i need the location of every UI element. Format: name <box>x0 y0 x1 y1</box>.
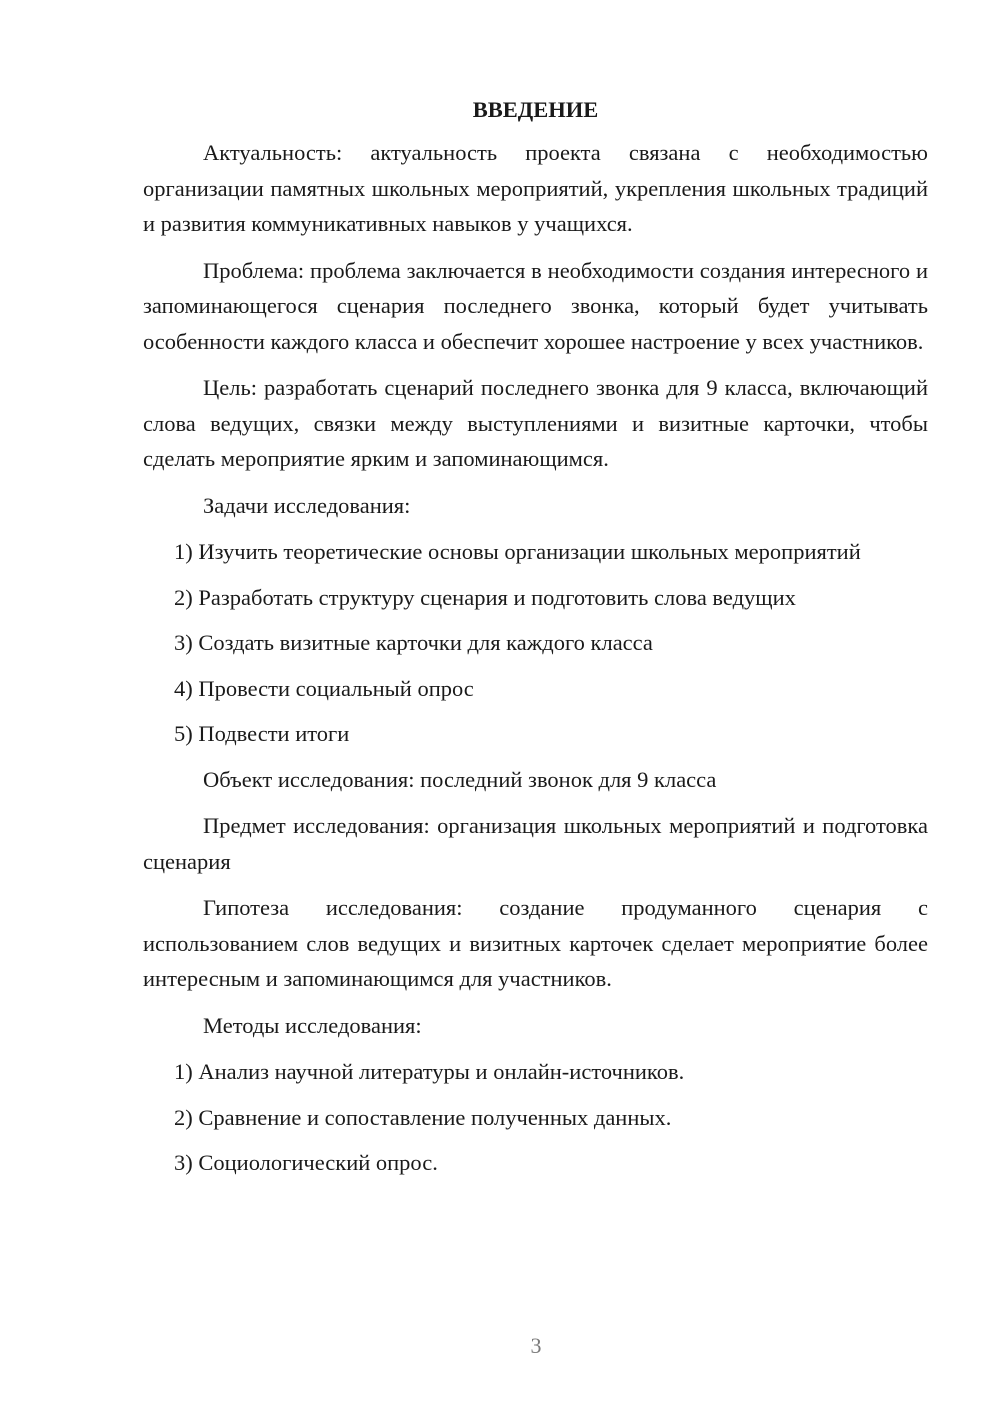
subject-paragraph: Предмет исследования: организация школьных мероприятий и подготовка сценария <box>143 813 928 874</box>
page-number: 3 <box>530 1333 542 1358</box>
hypothesis-paragraph: Гипотеза исследования: создание продуманного сценария с использованием слов ведущих и визитных карточек сделает мероприятие более интересным и запоминающимся для участников. <box>143 895 928 991</box>
object-paragraph: Объект исследования: последний звонок для 9 класса <box>203 766 717 792</box>
relevance-paragraph: Актуальность: актуальность проекта связана с необходимостью организации памятных школьных мероприятий, укрепления школьных традиций и развития коммуникативных навыков у учащихся. <box>143 140 928 236</box>
task-item-4: 4) Провести социальный опрос <box>174 675 474 701</box>
methods-heading: Методы исследования: <box>203 1012 422 1038</box>
task-item-5: 5) Подвести итоги <box>174 721 350 746</box>
method-item-1: 1) Анализ научной литературы и онлайн-источников. <box>174 1059 685 1084</box>
tasks-heading: Задачи исследования: <box>203 492 411 518</box>
section-title: ВВЕДЕНИЕ <box>472 97 599 122</box>
goal-paragraph: Цель: разработать сценарий последнего звонка для 9 класса, включающий слова ведущих, связки между выступлениями и визитные карточки, чтобы сделать мероприятие ярким и запоминающимся. <box>143 375 928 471</box>
task-item-3: 3) Создать визитные карточки для каждого класса <box>174 630 653 655</box>
method-item-2: 2) Сравнение и сопоставление полученных данных. <box>174 1104 672 1130</box>
task-item-2: 2) Разработать структуру сценария и подготовить слова ведущих <box>174 584 796 610</box>
task-item-1: 1) Изучить теоретические основы организации школьных мероприятий <box>174 539 861 564</box>
method-item-3: 3) Социологический опрос. <box>174 1150 438 1175</box>
document-page <box>143 90 928 1191</box>
problem-paragraph: Проблема: проблема заключается в необходимости создания интересного и запоминающегося сценария последнего звонка, который будет учитывать особенности каждого класса и обеспечит хорошее настроение у всех участников. <box>143 257 928 354</box>
